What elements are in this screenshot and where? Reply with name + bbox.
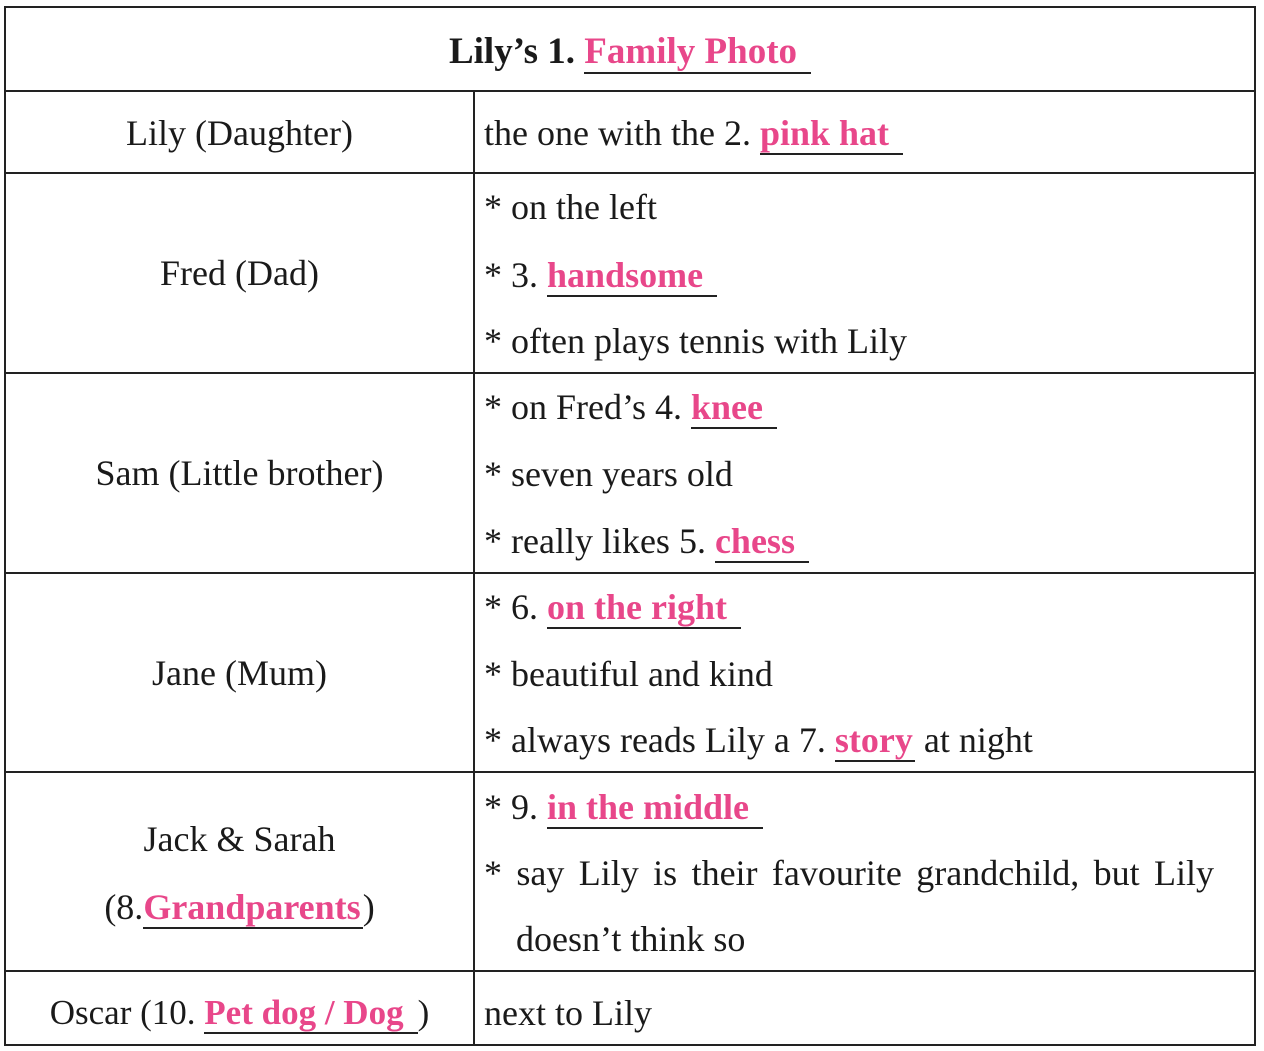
answer-10: Pet dog / Dog <box>204 995 417 1034</box>
answer-5: chess <box>715 523 809 563</box>
detail-text: * 6. <box>484 587 538 627</box>
detail-text: * on Fred’s 4. <box>484 387 682 427</box>
title-prefix: Lily’s 1. <box>448 31 576 72</box>
row-divider <box>6 572 1254 574</box>
detail-text: * always reads Lily a 7. <box>484 720 826 760</box>
detail-lily-1 <box>484 112 903 155</box>
column-divider <box>473 92 475 1044</box>
answer-3: handsome <box>547 257 717 297</box>
row-divider <box>6 90 1254 92</box>
answer-4: knee <box>691 389 777 429</box>
detail-grandparents-1 <box>484 786 763 829</box>
row-divider <box>6 970 1254 972</box>
answer-2: pink hat <box>760 115 903 155</box>
answer-9: in the middle <box>547 789 763 829</box>
detail-text: the one with the 2. <box>484 113 751 153</box>
row-divider <box>6 172 1254 174</box>
detail-jane-3 <box>484 719 1033 762</box>
detail-grandparents-2 <box>484 852 1214 894</box>
name-fred: Fred (Dad) <box>160 253 319 293</box>
row-divider <box>6 372 1254 374</box>
table-title <box>6 30 1254 74</box>
name-text: ) <box>362 887 375 927</box>
answer-8: Grandparents <box>143 887 361 927</box>
answer-7: story <box>834 720 913 760</box>
detail-fred-3: * often plays tennis with Lily <box>484 321 907 361</box>
detail-text: * say Lily is their favourite grandchild, but Lily <box>484 853 1214 893</box>
detail-grandparents-3: doesn’t think so <box>516 919 746 959</box>
detail-text: at night <box>923 720 1033 760</box>
name-grandparents: Jack & Sarah <box>143 819 336 859</box>
answer-6: on the right <box>547 589 741 629</box>
name-jane: Jane (Mum) <box>152 653 327 693</box>
worksheet-table <box>4 6 1256 1046</box>
name-lily: Lily (Daughter) <box>126 113 353 153</box>
name-text: (8. <box>104 887 144 927</box>
detail-fred-2 <box>484 254 717 297</box>
detail-fred-1: * on the left <box>484 187 657 227</box>
row-divider <box>6 771 1254 773</box>
detail-sam-2: * seven years old <box>484 454 733 494</box>
detail-text: * 3. <box>484 255 538 295</box>
title-answer: Family Photo <box>584 33 811 74</box>
detail-text: * really likes 5. <box>484 521 706 561</box>
name-grandparents-relation <box>6 886 473 929</box>
name-sam: Sam (Little brother) <box>95 453 384 493</box>
name-text: Oscar (10. <box>49 993 196 1032</box>
detail-sam-1 <box>484 386 777 429</box>
detail-text: * 9. <box>484 787 538 827</box>
name-text: ) <box>417 993 430 1032</box>
detail-sam-3 <box>484 520 809 563</box>
name-oscar <box>6 992 473 1034</box>
detail-jane-2: * beautiful and kind <box>484 654 773 694</box>
detail-oscar-1: next to Lily <box>484 993 652 1033</box>
detail-jane-1 <box>484 586 741 629</box>
